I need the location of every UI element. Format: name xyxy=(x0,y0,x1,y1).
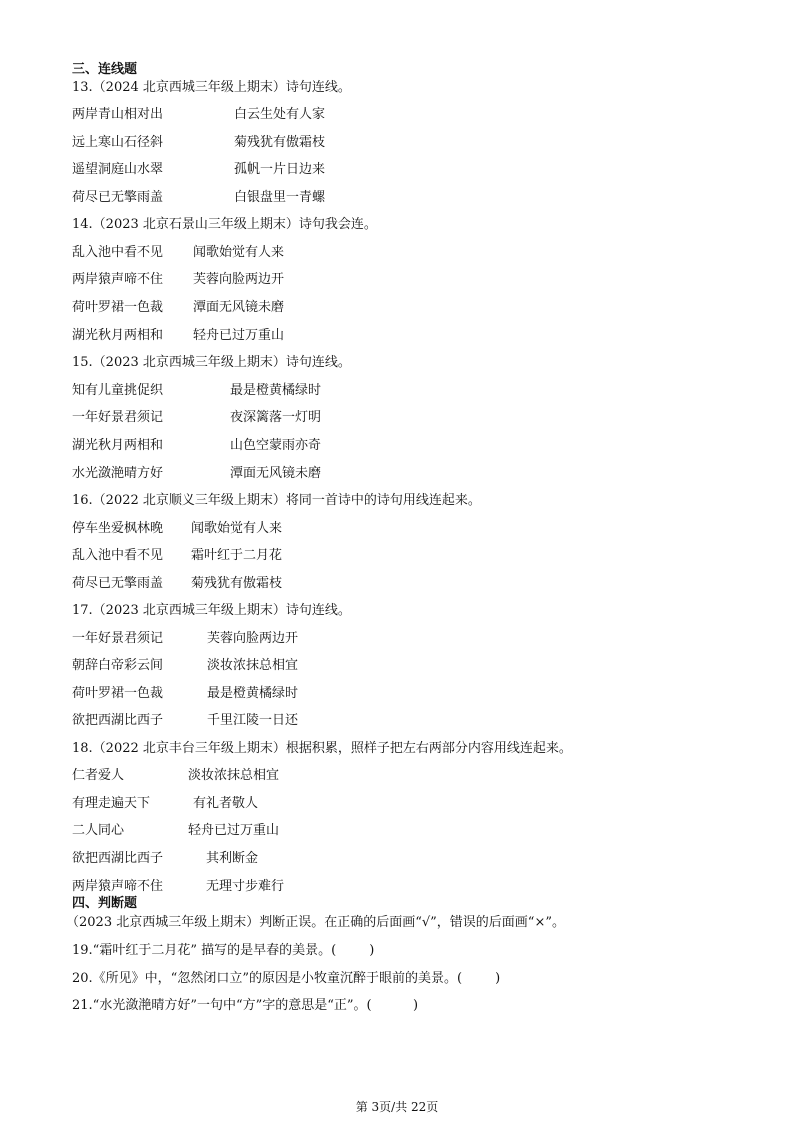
section-title-true-false: 四、判断题 xyxy=(72,896,138,911)
q13-left-2: 远上寒山石径斜 xyxy=(72,135,164,150)
q17-left-2: 朝辞白帝彩云间 xyxy=(72,658,164,673)
q13-right-4: 白银盘里一青螺 xyxy=(234,190,326,205)
q14-left-2: 两岸猿声啼不住 xyxy=(72,272,164,287)
q16-right-1: 闻歌始觉有人来 xyxy=(191,521,283,536)
q18-right-5: 无理寸步难行 xyxy=(206,879,285,894)
question-16-stem: 16.（2022 北京顺义三年级上期末）将同一首诗中的诗句用线连起来。 xyxy=(72,493,481,508)
question-18-stem: 18.（2022 北京丰台三年级上期末）根据积累，照样子把左右两部分内容用线连起来。 xyxy=(72,741,572,756)
q18-right-3: 轻舟已过万重山 xyxy=(188,823,280,838)
q18-left-3: 二人同心 xyxy=(72,823,125,838)
q16-right-2: 霜叶红于二月花 xyxy=(191,548,283,563)
q18-right-4: 其利断金 xyxy=(206,851,259,866)
q14-right-3: 潭面无风镜未磨 xyxy=(193,300,285,315)
section-title-matching: 三、连线题 xyxy=(72,62,138,77)
question-19: 19.“霜叶红于二月花” 描写的是早春的美景。( ) xyxy=(72,943,375,958)
q17-right-1: 芙蓉向脸两边开 xyxy=(207,631,299,646)
q18-right-2: 有礼者敬人 xyxy=(193,796,259,811)
q18-left-1: 仁者爱人 xyxy=(72,768,125,783)
question-20: 20.《所见》中，“忽然闭口立”的原因是小牧童沉醉于眼前的美景。( ) xyxy=(72,971,501,986)
q15-right-1: 最是橙黄橘绿时 xyxy=(230,383,322,398)
q16-left-2: 乱入池中看不见 xyxy=(72,548,164,563)
q13-left-4: 荷尽已无擎雨盖 xyxy=(72,190,164,205)
q13-right-3: 孤帆一片日边来 xyxy=(234,162,326,177)
q16-left-3: 荷尽已无擎雨盖 xyxy=(72,576,164,591)
q15-left-3: 湖光秋月两相和 xyxy=(72,438,164,453)
page-number: 第 3页/共 22页 xyxy=(355,1100,439,1114)
q13-left-3: 遥望洞庭山水翠 xyxy=(72,162,164,177)
q18-left-5: 两岸猿声啼不住 xyxy=(72,879,164,894)
q15-left-2: 一年好景君须记 xyxy=(72,410,164,425)
q13-right-2: 菊残犹有傲霜枝 xyxy=(234,135,326,150)
q15-left-1: 知有儿童挑促织 xyxy=(72,383,164,398)
q17-right-4: 千里江陵一日还 xyxy=(207,713,299,728)
q15-left-4: 水光潋滟晴方好 xyxy=(72,466,164,481)
q17-left-1: 一年好景君须记 xyxy=(72,631,164,646)
q14-left-1: 乱入池中看不见 xyxy=(72,245,164,260)
q16-left-1: 停车坐爱枫林晚 xyxy=(72,521,164,536)
q17-right-3: 最是橙黄橘绿时 xyxy=(207,686,299,701)
question-21: 21.“水光潋滟晴方好”一句中“方”字的意思是“正”。( ) xyxy=(72,998,419,1013)
q14-right-1: 闻歌始觉有人来 xyxy=(193,245,285,260)
q13-right-1: 白云生处有人家 xyxy=(234,107,326,122)
q15-right-3: 山色空蒙雨亦奇 xyxy=(230,438,322,453)
q16-right-3: 菊残犹有傲霜枝 xyxy=(191,576,283,591)
q15-right-4: 潭面无风镜未磨 xyxy=(230,466,322,481)
q14-right-4: 轻舟已过万重山 xyxy=(193,328,285,343)
q14-left-3: 荷叶罗裙一色裁 xyxy=(72,300,164,315)
q14-left-4: 湖光秋月两相和 xyxy=(72,328,164,343)
q13-left-1: 两岸青山相对出 xyxy=(72,107,164,122)
judge-instructions: （2023 北京西城三年级上期末）判断正误。在正确的后面画“√”，错误的后面画“×”。 xyxy=(66,915,565,930)
q17-right-2: 淡妆浓抹总相宜 xyxy=(207,658,299,673)
q15-right-2: 夜深篱落一灯明 xyxy=(230,410,322,425)
q18-left-4: 欲把西湖比西子 xyxy=(72,851,164,866)
question-14-stem: 14.（2023 北京石景山三年级上期末）诗句我会连。 xyxy=(72,217,377,232)
q17-left-4: 欲把西湖比西子 xyxy=(72,713,164,728)
question-15-stem: 15.（2023 北京西城三年级上期末）诗句连线。 xyxy=(72,355,351,370)
question-13-stem: 13.（2024 北京西城三年级上期末）诗句连线。 xyxy=(72,80,351,95)
q18-left-2: 有理走遍天下 xyxy=(72,796,151,811)
q14-right-2: 芙蓉向脸两边开 xyxy=(193,272,285,287)
q18-right-1: 淡妆浓抹总相宜 xyxy=(188,768,280,783)
question-17-stem: 17.（2023 北京西城三年级上期末）诗句连线。 xyxy=(72,603,351,618)
q17-left-3: 荷叶罗裙一色裁 xyxy=(72,686,164,701)
